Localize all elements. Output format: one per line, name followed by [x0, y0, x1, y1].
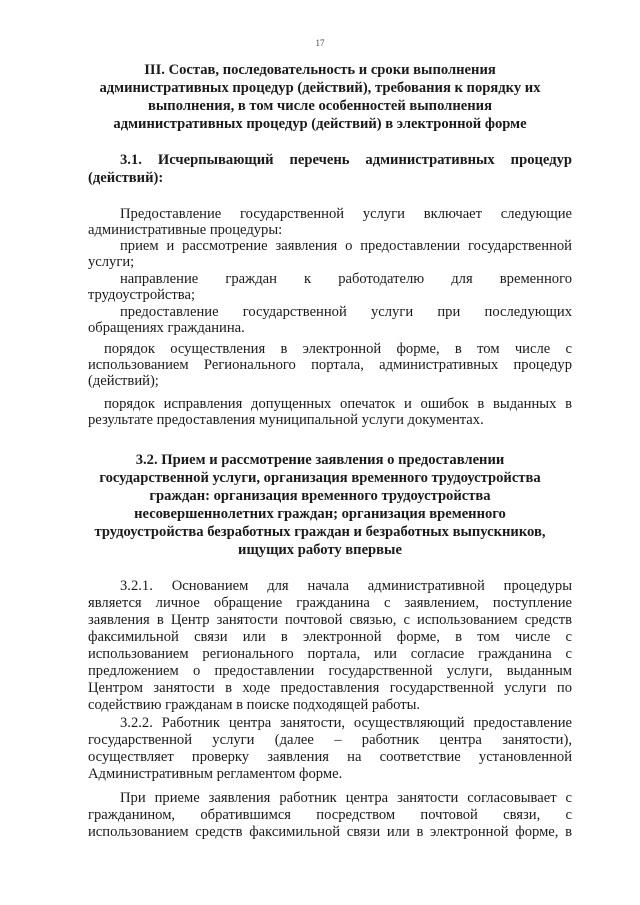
paragraph-line: использованием средств факсимильной связи или в электронной форме, в	[88, 824, 572, 840]
subsection-3-2-heading: несовершеннолетних граждан; организация временного	[134, 506, 506, 522]
paragraph-line: При приеме заявления работник центра занятости согласовывает с	[120, 790, 572, 806]
list-item-line: обращениях гражданина.	[88, 320, 245, 336]
paragraph-line: факсимильной связи или в электронной форме, в том числе с	[88, 629, 572, 645]
paragraph-line: государственной услуги (далее – работник центра занятости),	[88, 732, 572, 748]
section-heading-line: административных процедур (действий), требования к порядку их	[99, 80, 541, 96]
paragraph-line: Центром занятости в ходе предоставления государственной услуги по	[88, 680, 572, 696]
list-intro-line: Предоставление государственной услуги включает следующие	[120, 206, 572, 222]
subsection-3-1-heading: (действий):	[88, 170, 164, 186]
subsection-3-1-heading: 3.1. Исчерпывающий перечень административных процедур	[120, 152, 572, 168]
list-item-line: (действий);	[88, 373, 159, 389]
subsection-3-2-heading: граждан: организация временного трудоустройства	[149, 488, 491, 504]
list-item-line: порядок исправления допущенных опечаток и ошибок в выданных в	[104, 396, 572, 412]
list-item-line: направление граждан к работодателю для временного	[120, 271, 572, 287]
paragraph-line: 3.2.2. Работник центра занятости, осуществляющий предоставление	[120, 715, 572, 731]
list-item-line: прием и рассмотрение заявления о предоставлении государственной	[120, 238, 572, 254]
list-item-line: использованием Регионального портала, административных процедур	[88, 357, 572, 373]
subsection-3-2-heading: трудоустройства безработных граждан и безработных выпускников,	[94, 524, 546, 540]
list-item-line: порядок осуществления в электронной форме, в том числе с	[104, 341, 572, 357]
page-number: 17	[315, 38, 325, 48]
list-intro-line: административные процедуры:	[88, 222, 283, 238]
paragraph-line: использованием регионального портала, или согласие гражданина с	[88, 646, 572, 662]
paragraph-line: является личное обращение гражданина с заявлением, поступление	[88, 595, 572, 611]
paragraph-line: 3.2.1. Основанием для начала административной процедуры	[120, 578, 572, 594]
paragraph-line: заявления в Центр занятости почтовой связью, с использованием средств	[88, 612, 572, 628]
paragraph-line: предложением о предоставлении государственной услуги, выданным	[88, 663, 572, 679]
section-heading-line: административных процедур (действий) в электронной форме	[113, 116, 527, 132]
section-heading-line: выполнения, в том числе особенностей выполнения	[148, 98, 492, 114]
subsection-3-2-heading: государственной услуги, организация временного трудоустройства	[99, 470, 541, 486]
paragraph-line: Административным регламентом форме.	[88, 766, 343, 782]
paragraph-line: осуществляет проверку заявления на соответствие установленной	[88, 749, 572, 765]
list-item-line: трудоустройства;	[88, 287, 196, 303]
paragraph-line: содействию гражданам в поиске подходящей работы.	[88, 697, 421, 713]
section-heading-line: III. Состав, последовательность и сроки выполнения	[144, 62, 496, 78]
list-item-line: результате предоставления муниципальной услуги документах.	[88, 412, 484, 428]
paragraph-line: гражданином, обратившимся посредством почтовой связи, с	[88, 807, 572, 823]
subsection-3-2-heading: ищущих работу впервые	[238, 542, 402, 558]
list-item-line: услуги;	[88, 254, 135, 270]
subsection-3-2-heading: 3.2. Прием и рассмотрение заявления о предоставлении	[135, 452, 505, 468]
list-item-line: предоставление государственной услуги при последующих	[120, 304, 572, 320]
